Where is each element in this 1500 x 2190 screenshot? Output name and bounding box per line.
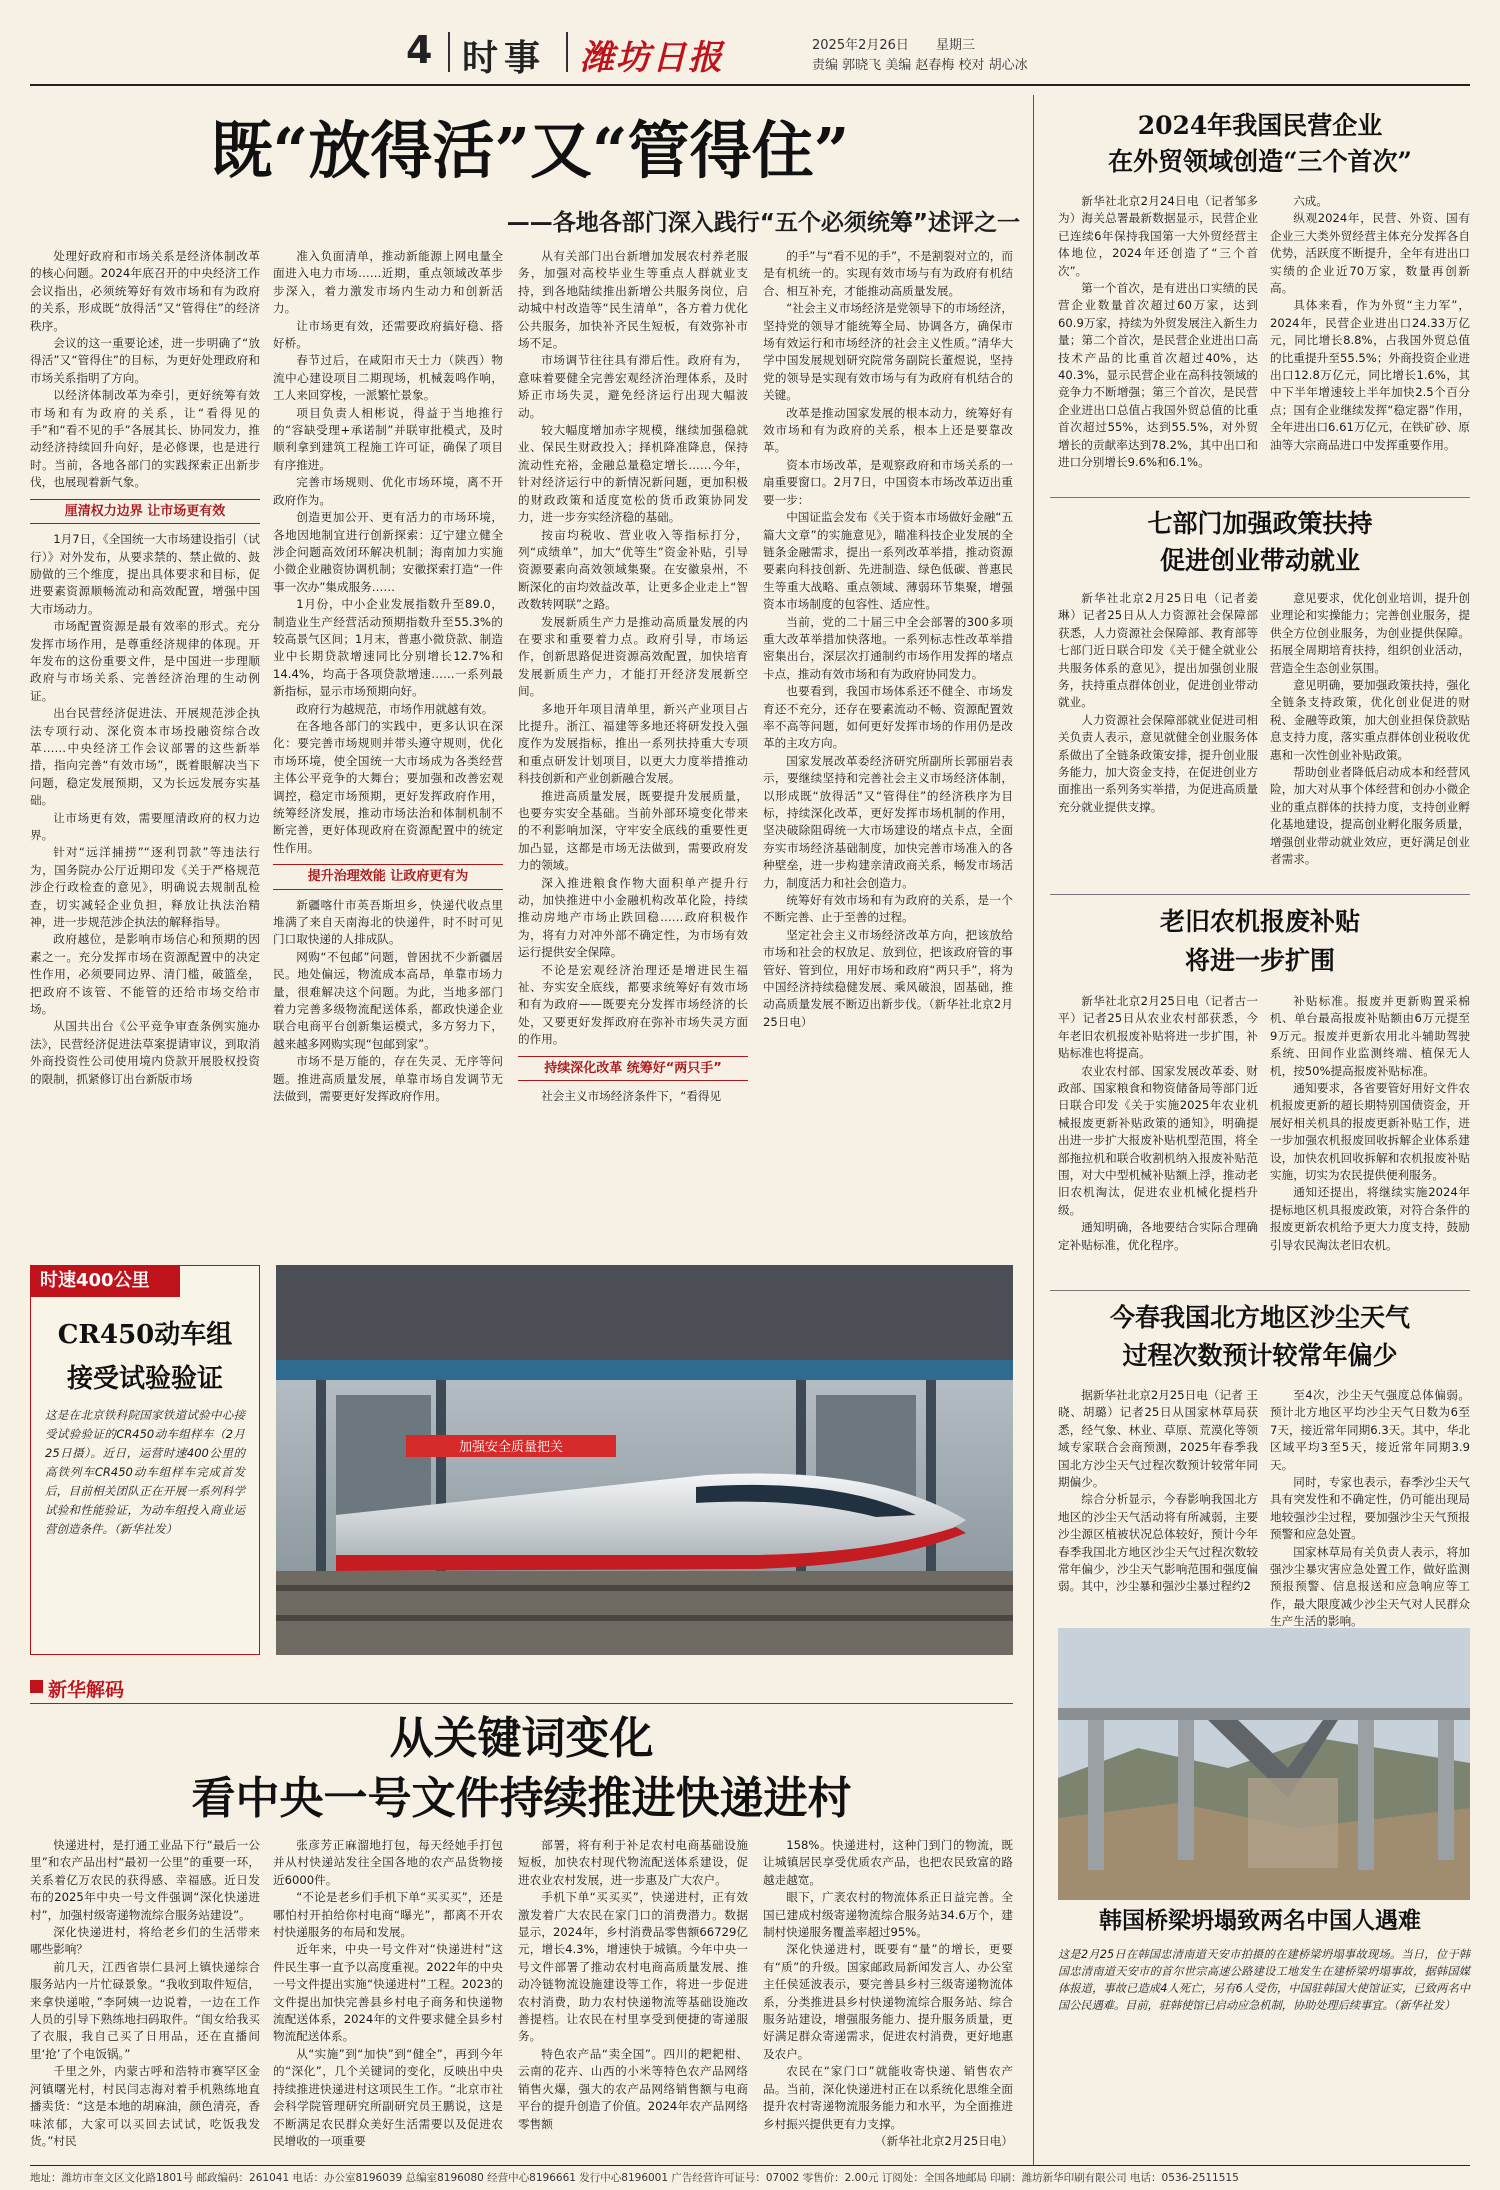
bridge-photo-caption: 这是2月25日在韩国忠清南道天安市拍摄的在建桥梁坍塌事故现场。当日，位于韩国忠清南道天安市的首尔世宗高速公路建设工地发生在建桥梁坍塌事故，据韩国媒体报道，事故已造成4人死亡，另有6人受伤，中国驻韩国大使馆证实，已致两名中国公民遇难。目前，驻韩使馆已启动应急机制，协助处理后续事宜。（新华社发） [1058,1948,1470,2012]
xinhua-headline-2: 看中央一号文件持续推进快递进村 [191,1773,852,1824]
factory-banner: 加强安全质量把关 [458,1440,564,1455]
paragraph: 眼下，广袤农村的物流体系正日益完善。全国已建成村级寄递物流综合服务站34.6万个，建制村快递服务覆盖率超过95%。 [763,1890,1013,1940]
paragraph: 处理好政府和市场关系是经济体制改革的核心问题。2024年底召开的中央经济工作会议指出，必须统筹好有效市场和有为政府的关系，形成既“放得活”又“管得住”的经济秩序。 [30,249,260,333]
paragraph: 从有关部门出台新增加发展农村养老服务，加强对高校毕业生等重点人群就业支持，到各地陆续推出新增公共服务岗位，启动城中村改造等“民生清单”，各方着力优化公共服务，加快补齐民生短板，有效弥补市场不足。 [518,249,748,351]
paragraph: 1月份，中小企业发展指数升至89.0，制造业生产经营活动预期指数升至55.3%的较高景气区间；1月末，普惠小微贷款、制造业中长期贷款增速同比分别增长12.7%和14.4%，均高于各项贷款增速……一系列最新指标，显示市场预期向好。 [273,597,503,699]
right-a1-title-1: 2024年我国民营企业 [1137,111,1383,140]
photo-badge: 时速400公里 [30,1265,180,1297]
issue-weekday: 星期三 [936,38,976,53]
paragraph: 近年来，中央一号文件对“快递进村”这件民生事一直予以高度重视。2022年的中央一号文件提出实施“快递进村”工程。2023的文件提出加快完善县乡村电子商务和快递物流配送体系，2024年的文件要求健全县乡村物流配送体系。 [273,1942,503,2044]
paragraph: 人力资源社会保障部就业促进司相关负责人表示，意见就健全创业服务体系做出了全链条政策安排，提升创业服务能力，加大资金支持，在促进创业方面推出一系列务实举措，为促进高质量充分就业提供支撑。 [1058,712,1258,814]
paragraph: 综合分析显示，今春影响我国北方地区的沙尘天气活动将有所减弱，主要沙尘源区植被状况总体较好，预计今年春季我国北方地区沙尘天气过程次数较常年偏少，沙尘天气影响范围和强度偏弱。其中，沙尘暴和强沙尘暴过程约2 [1058,1492,1258,1594]
paragraph: 张彦芳正麻溜地打包，每天经她手打包并从村快递站发往全国各地的农产品货物接近6000件。 [273,1838,503,1887]
masthead-divider [448,32,450,72]
paragraph: 改革是推动国家发展的根本动力，统筹好有效市场和有为政府的关系，根本上还是要靠改革。 [763,405,1013,455]
paragraph: 让市场更有效，需要厘清政府的权力边界。 [30,810,260,842]
right-a1-column-2 [1270,193,1470,491]
photo-title-1: CR450动车组 [57,1320,233,1350]
lead-column-3 [518,248,748,1104]
paragraph: （新华社北京2月25日电） [874,2133,1013,2148]
right-divider [1050,497,1470,498]
paragraph: 国家发展改革委经济研究所副所长郭丽岩表示，要继续坚持和完善社会主义市场经济体制，以形成既“放得活”又“管得住”的经济秩序为目标，持续深化改革，更好发挥市场机制的作用，坚决破除阻碍统一大市场建设的堵点卡点，全面夯实市场经济基础制度，加快完善市场准入的各种壁垒，进一步构建亲清政商关系，畅发市场活力，制度活力和社会创造力。 [763,753,1013,890]
xinhua-column-1 [30,1837,260,2157]
right-a2-column-1 [1058,590,1258,888]
editors-line: 责编 郭晓飞 美编 赵春梅 校对 胡心冰 [812,58,1028,73]
right-a2-column-2 [1270,590,1470,888]
paragraph: 同时，专家也表示，春季沙尘天气具有突发性和不确定性，仍可能出现局地较强沙尘过程，要加强沙尘天气预报预警和应急处置。 [1270,1475,1470,1542]
paragraph: 第一个首次，是有进出口实绩的民营企业数量首次超过60万家，达到60.9万家，持续为外贸发展注入新生力量；第二个首次，是民营企业进出口高技术产品的比重首次超过40%，达40.3%，显示民营企业在高科技领域的竞争力不断增强；第三个首次，是民营企业进出口总值占我国外贸总值的比重首次超过55%，达到55.5%，对外贸增长的贡献率达到78.2%，其中出口和进口分别增长9.6%和6.1%。 [1058,281,1258,470]
lead-column-2 [273,248,503,1104]
right-divider [1050,1290,1470,1291]
paragraph: 市场配置资源是最有效率的形式。充分发挥市场作用，是尊重经济规律的体现。开年发布的这份重要文件，是中国进一步理顺政府与市场关系、完善经济治理的生动例证。 [30,619,260,703]
paragraph: 当前，党的二十届三中全会部署的300多项重大改革举措加快落地。一系列标志性改革举措密集出台，深层次打通制约市场作用发挥的堵点卡点，推动有效市场和有为政府协同发力。 [763,614,1013,681]
paragraph: 出台民营经济促进法、开展规范涉企执法专项行动、深化资本市场投融资综合改革……中央经济工作会议部署的这些新举措，指向完善“有效市场”，既着眼解决当下问题，稳定发展预期，又为长远发展夯实基础。 [30,706,260,808]
paragraph: 帮助创业者降低启动成本和经营风险，加大对从事个体经营和创办小微企业的重点群体的扶持力度，支持创业孵化基地建设，提高创业孵化服务质量，增强创业带动就业效应，更好满足创业者需求。 [1270,765,1470,867]
paragraph: 社会主义市场经济条件下，“看得见 [541,1089,722,1104]
paragraph: 项目负责人相彬说，得益于当地推行的“容缺受理+承诺制”并联审批模式，及时顺利拿到建筑工程施工许可证，确保了项目有序推进。 [273,405,503,472]
paragraph: 从“实施”到“加快”到“健全”，再到今年的“深化”，几个关键词的变化，反映出中央持续推进快递进村这项民生工作。“北京市社会科学院管理研究所副研究员王鹏说，这是不断满足农民群众美好生活需要以及促进农民增收的一项重要 [273,2046,503,2148]
paragraph: 新疆喀什市英吾斯坦乡，快递代收点里堆满了来自天南海北的快递件，时不时可见门口取快递的人排成队。 [273,897,503,947]
xinhua-rule [30,1703,1013,1704]
photo-title-2: 接受试验验证 [66,1364,223,1394]
section-title: 时事 [462,38,547,79]
cr450-photo [276,1265,1013,1655]
paragraph: 会议的这一重要论述，进一步明确了“放得活”又“管得住”的目标，为更好处理政府和市场关系指明了方向。 [30,336,260,385]
paragraph: “不论是老乡们手机下单“买买买”，还是哪怕村开拍给你村电商“曝光”，都离不开农村快递服务的布局和发展。 [273,1890,503,1940]
paragraph: 特色农产品“卖全国”。四川的耙耙柑、云南的花卉、山西的小米等特色农产品网络销售火爆，强大的农产品网络销售额与电商平台的提升创造了价值。2024年农产品网络零售额 [518,2046,748,2131]
photo-caption-box [30,1265,260,1655]
right-a3-title-1: 老旧农机报废补贴 [1159,907,1360,936]
paragraph: 政府越位，是影响市场信心和预期的因素之一。充分发挥市场在资源配置中的决定性作用，必须要同边界、清门槛，破篮垒，把政府不该管、不能管的还给市场交给市场。 [30,932,260,1017]
paragraph: 资本市场改革，是观察政府和市场关系的一扇重要窗口。2月7日，中国资本市场改革迈出重要一步： [763,457,1013,507]
right-a3-title-2: 将进一步扩围 [1184,946,1335,975]
paragraph: 意见明确，要加强政策扶持，强化全链条支持政策，优化创业促进的财税、金融等政策，加大创业担保贷款贴息支持力度，落实重点群体创业税收优惠和一次性创业补贴政策。 [1270,678,1470,762]
paragraph: 也要看到，我国市场体系还不健全、市场发育还不充分，还存在要素流动不畅、资源配置效率不高等问题，如何更好发挥市场的作用仍是改革的主攻方向。 [763,684,1013,751]
paragraph: 按亩均税收、营业收入等指标打分，列“成绩单”，加大“优等生”资金补贴，引导资源要素向高效领域集聚。在安徽泉州，不断深化的亩均效益改革，让更多企业走上“智改数转网联”之路。 [518,527,748,612]
masthead [0,0,1500,80]
paragraph: 1月7日，《全国统一大市场建设指引（试行）》对外发布，从要求禁的、禁止做的、鼓励做的三个维度，提出具体要求和目标，促进要素资源顺畅流动和高效配置，增强中国大市场动力。 [30,532,260,616]
paragraph: 从国共出台《公平竞争审查条例实施办法》，民营经济促进法草案提请审议，到取消外商投资性公司使用境内贷款开展股权投资的限制，抓紧修订出台新版市场 [30,1019,260,1086]
paragraph: 发展新质生产力是推动高质量发展的内在要求和重要着力点。政府引导，市场运作，创新思路促进资源高效配置，加快培育发展新质生产力，才能打开经济发展新空间。 [518,614,748,699]
paragraph: 前几天，江西省崇仁县河上镇快递综合服务站内一片忙碌景象。“我收到取件短信，来拿快递啦，”李阿姨一边说着，一边在工作人员的引导下熟练地扫码取件。“闺女给我买了衣服，我自己买了日用品，还在直播间里‘抢’了个电饭锅。” [30,1959,260,2061]
lead-column-1 [30,248,260,1263]
paragraph: 至4次，沙尘天气强度总体偏弱。预计北方地区平均沙尘天气日数为6至7天，接近常年同期6.3天。其中，华北区域平均3至5天，接近常年同期3.9天。 [1270,1388,1470,1472]
paragraph: 统筹好有效市场和有为政府的关系，是一个不断完善、止于至善的过程。 [763,893,1013,925]
paragraph: 的手”与“看不见的手”，不是割裂对立的，而是有机统一的。实现有效市场与有为政府有机结合、相互补充，才能推动高质量发展。 [763,249,1013,298]
paragraph: 手机下单“买买买”，快递进村，正有效激发着广大农民在家门口的消费潜力。数据显示，2024年，乡村消费品零售额66729亿元，增长4.3%，增速快于城镇。今年中央一号文件部署了推动农村电商高质量发展、推动冷链物流设施建设等工作，将进一步促进农村消费，助力农村快递物流等基础设施改善提档。让农民在村里享受到便捷的寄递服务。 [518,1890,748,2044]
right-a2-title-1: 七部门加强政策扶持 [1147,509,1373,538]
paragraph: 新华社北京2月25日电（记者姜琳）记者25日从人力资源社会保障部获悉，人力资源社会保障部、教育部等七部门近日联合印发《关于健全就业公共服务体系的意见》，提出加强创业服务，扶持重点群体创业，促进创业带动就业。 [1058,591,1258,710]
paragraph: 农业农村部、国家发展改革委、财政部、国家粮食和物资储备局等部门近日联合印发《关于实施2025年农业机械报废更新补贴政策的通知》，明确提出进一步扩大报废补贴机型范围，将全部拖拉机和联合收割机纳入报废补贴范围，对大中型机械补贴额上浮，推动老旧农机淘汰，促进农业机械化提档升级。 [1058,1063,1258,1217]
train-illustration [276,1265,1013,1655]
paragraph: 通知还提出，将继续实施2024年提标地区机具报废政策，对符合条件的报废更新农机给予更大力度支持，鼓励引导农民淘汰老旧农机。 [1270,1185,1470,1252]
paragraph: 158%。快递进村，这种门到门的物流，既让城镇居民享受优质农产品，也把农民致富的路越走越宽。 [763,1838,1013,1887]
paragraph: 通知要求，各省要管好用好文件农机报废更新的超长期特别国债资金，开展好相关机具的报废更新补贴工作，进一步加强农机报废回收拆解企业体系建设，加快农机回收拆解和农机报废补贴实施，切实为农民提供便利服务。 [1270,1081,1470,1183]
paragraph: 不论是宏观经济治理还是增进民生福祉、夯实安全底线，都要求统筹好有效市场和有为政府——既要充分发挥市场经济的长处，又要更好发挥政府在弥补市场失灵方面的作用。 [518,962,748,1047]
right-a3-column-2 [1270,993,1470,1283]
xinhua-tag-label: 新华解码 [48,1679,125,1701]
right-a4-title-1: 今春我国北方地区沙尘天气 [1109,1303,1410,1332]
paragraph: 具体来看，作为外贸“主力军”，2024年，民营企业进出口24.33万亿元，同比增长8.8%，占我国外贸总值的比重提升至55.5%；外商投资企业进出口12.8万亿元，同比增长1.6%，其中下半年增速较上半年加快2.5个百分点；国有企业继续发挥“稳定器”作用，全年进出口6.61万亿元，在铁矿砂、原油等大宗商品进口中发挥重要作用。 [1270,298,1470,452]
lead-subhead-1: 厘清权力边界 让市场更有效 [30,499,260,524]
paragraph: 部署，将有利于补足农村电商基础设施短板，加快农村现代物流配送体系建设，促进农业农村发展，进一步惠及广大农户。 [518,1838,748,1887]
masthead-divider-2 [566,32,568,72]
paragraph: 较大幅度增加赤字规模，继续加强稳就业、保民生财政投入；择机降准降息，保持流动性充裕，金融总量稳定增长……今年，针对经济运行中的新情况新问题，更加积极的财政政策和适度宽松的货币政策协同发力，进一步夯实经济稳的基础。 [518,423,748,525]
square-icon [30,1680,43,1693]
paragraph: 坚定社会主义市场经济改革方向，把该放给市场和社会的权放足、放到位，把该政府管的事管好、管到位，用好市场和政府“两只手”，将为中国经济持续稳健发展、乘风破浪，固基础，推动高质量发展不断迈出新步伐。（新华社北京2月25日电） [763,927,1013,1029]
paragraph: 完善市场规则、优化市场环境，离不开政府作为。 [273,475,503,507]
paragraph: 网购“不包邮”问题，曾困扰不少新疆居民。地处偏远，物流成本高昂，单靠市场力量，很难解决这个问题。为此，当地多部门着力完善多级物流配送体系，都政快递企业联合电商平台创新集运模式，多方努力下，越来越多网购实现“包邮到家”。 [273,949,503,1051]
paragraph: 新华社北京2月25日电（记者古一平）记者25日从农业农村部获悉，今年老旧农机报废补贴将进一步扩围，补贴标准也将提高。 [1058,994,1258,1061]
right-a3-column-1 [1058,993,1258,1283]
lead-subheadline: ——各地各部门深入践行“五个必须统筹”述评之一 [506,210,1020,236]
bridge-photo [1058,1628,1470,1900]
xinhua-column-4 [763,1837,1013,2157]
lead-headline: 既“放得活”又“管得住” [210,114,850,187]
paragraph: 快递进村，是打通工业品下行“最后一公里”和农产品出村“最初一公里”的重要一环，关系着亿万农民的获得感、幸福感。近日发布的2025年中央一号文件强调“深化快递进村”，加强村级寄递物流综合服务站建设”。 [30,1838,260,1922]
paragraph: “社会主义市场经济是党领导下的市场经济，坚持党的领导才能统筹全局、协调各方，确保市场有效运行和市场经济的社会主义性质。”清华大学中国发展规划研究院常务副院长董煜说，坚持党的领导是实现有效市场与有为政府有机结合的关键。 [763,301,1013,403]
paragraph: 补贴标准。报废并更新购置采棉机、单台最高报废补贴额由6万元提至9万元。报废并更新农用北斗辅助驾驶系统、田间作业监测终端、植保无人机，按50%提高报废补贴标准。 [1270,994,1470,1078]
xinhua-headline-1: 从关键词变化 [389,1713,654,1764]
masthead-rule [30,84,1470,86]
xinhua-column-3 [518,1837,748,2157]
paragraph: 春节过后，在咸阳市天士力（陕西）物流中心建设项目二期现场，机械轰鸣作响，工人来回穿梭，一派繁忙景象。 [273,353,503,403]
paragraph: 千里之外，内蒙古呼和浩特市赛罕区金河镇曙光村，村民闫志海对着手机熟练地直播卖货：“这是本地的胡麻油，颜色清亮，香味浓郁，大家可以买回去试试，吃饭我发货。”村民 [30,2064,260,2148]
paragraph: 让市场更有效，还需要政府搞好稳、搭好桥。 [273,318,503,351]
footer-info: 地址：潍坊市奎文区文化路1801号 邮政编码：261041 电话：办公室8196039 总编室8196080 经营中心8196661 发行中心8196001 广告经营许可证号：07002 零售价：2.00元 订阅处：全国各地邮局 印刷：潍坊新华印刷有限公司 电话：0536-2511515 [30,2172,1239,2184]
paragraph: 据新华社北京2月25日电（记者 王晓、胡璐）记者25日从国家林草局获悉，经气象、林业、草原、荒漠化等领域专家联合会商预测，2025年春季我国北方沙尘天气过程次数预计较常年同期偏少。 [1058,1388,1258,1490]
paragraph: 市场调节往往具有滞后性。政府有为，意味着要健全完善宏观经济治理体系，及时矫正市场失灵，避免经济运行出现大幅波动。 [518,353,748,420]
newspaper-logo: 潍坊日报 [580,38,724,78]
paragraph: 意见要求，优化创业培训，提升创业理论和实操能力；完善创业服务，提供全方位创业服务，为创业提供保障。拓展全周期培育扶持，组织创业活动，营造全生态创业氛围。 [1270,591,1470,675]
paragraph: 以经济体制改革为牵引，更好统筹有效市场和有为政府的关系，让“看得见的手”和“看不见的手”各展其长、协同发力，推动经济持续回升向好，是必修课，也是进行时。当前，各地各部门的实践探索正出新步伐，也展现着新气象。 [30,388,260,490]
paragraph: 新华社北京2月24日电（记者邹多为）海关总署最新数据显示，民营企业已连续6年保持我国第一大外贸经营主体地位，2024年还创造了“三个首次”。 [1058,194,1258,278]
paragraph: 多地开年项目清单里，新兴产业项目占比提升。浙江、福建等多地还将研发投入强度作为发展指标，推出一系列扶持重大专项和重点研发计划项目，以更大力度举措推动科技创新和产业创新融合发展。 [518,701,748,786]
paragraph: 纵观2024年，民营、外资、国有企业三大类外贸经营主体充分发挥各自优势，活跃度不断提升，全年有进出口实绩的企业近70万家，数量再创新高。 [1270,211,1470,296]
paragraph: 在各地各部门的实践中，更多认识在深化：要完善市场规则并带头遵守规则，优化市场环境，使全国统一大市场成为各类经营主体公平竞争的大舞台；要加强和改善宏观调控，稳定市场预期，更好发挥政府作用，统筹经济发展，推动市场法治和体制机制不断完善，更好体现政府在资源配置中的统定性作用。 [273,718,503,855]
issue-date: 2025年2月26日 [812,38,909,53]
xinhua-tag [30,1675,190,1699]
right-a5-title: 韩国桥梁坍塌致两名中国人遇难 [1099,1907,1421,1934]
bridge-illustration [1058,1628,1470,1900]
right-a1-title-2: 在外贸领域创造“三个首次” [1108,147,1412,176]
column-separator [1033,95,1034,2165]
paragraph: 创造更加公开、更有活力的市场环境，各地因地制宜进行创新探索：辽宁建立健全涉企问题高效闭环解决机制；海南加力实施小微企业融资协调机制；安徽探索打造“一件事一次办”集成服务…… [273,510,503,594]
paragraph: 市场不是万能的，存在失灵、无序等问题。推进高质量发展，单靠市场自发调节无法做到，需要更好发挥政府作用。 [273,1054,503,1104]
lead-column-4 [763,248,1013,1056]
paragraph: 六成。 [1293,194,1328,208]
right-a4-column-1 [1058,1387,1258,1622]
page-number: 4 [406,28,433,72]
paragraph: 深化快递进村，既要有“量”的增长，更要有“质”的升级。国家邮政局新闻发言人、办公室主任侯延波表示，要完善县乡村三级寄递物流体系，分类推进县乡村快递物流综合服务站、综合服务站建设，增强服务能力、提升服务质量，更好满足群众寄递需求，促进农村消费，更好地惠及农户。 [763,1942,1013,2061]
footer-rule [30,2165,1470,2166]
lead-subhead-3: 持续深化改革 统筹好“两只手” [518,1056,748,1081]
paragraph: 中国证监会发布《关于资本市场做好金融“五篇大文章”的实施意见》，瞄准科技企业发展的全链条金融需求，提出一系列改革举措，推动资源要素向科技创新、先进制造、绿色低碳、普惠民生等重大战略、重点领域、薄弱环节集聚，增强资本市场制度的包容性、适应性。 [763,510,1013,612]
lead-subhead-2: 提升治理效能 让政府更有为 [273,864,503,889]
right-a4-column-2 [1270,1387,1470,1629]
paragraph: 国家林草局有关负责人表示，将加强沙尘暴灾害应急处置工作，做好监测预报预警、信息报送和应急响应等工作，最大限度减少沙尘天气对人民群众生产生活的影响。 [1270,1544,1470,1629]
paragraph: 深入推进粮食作物大面积单产提升行动，加快推进中小金融机构改革化险，持续推动房地产市场止跌回稳……政府积极作为，将有力对冲外部不确定性，为市场有效运行提供安全保障。 [518,875,748,960]
right-a1-column-1 [1058,193,1258,491]
paragraph: 政府行为越规范，市场作用就越有效。 [296,701,494,716]
paragraph: 深化快递进村，将给老乡们的生活带来哪些影响？ [30,1925,260,1957]
paragraph: 农民在“家门口”就能收寄快递、销售农产品。当前，深化快递进村正在以系统化思维全面提升农村寄递物流服务能力和水平，为全面推进乡村振兴提供更有力支撑。 [763,2064,1013,2131]
paragraph: 推进高质量发展，既要提升发展质量，也要夯实安全基础。当前外部环境变化带来的不利影响加深，守牢安全底线的重要性更加凸显，这都是市场无法做到，需要政府发力的领域。 [518,788,748,873]
paragraph: 针对“远洋捕捞”“逐利罚款”等违法行为，国务院办公厅近期印发《关于严格规范涉企行政检查的意见》，明确说去规制乱检查，切实减轻企业负担，释放让执法治精神，进一步规范涉企执法的解释指导。 [30,845,260,930]
paragraph: 准入负面清单，推动新能源上网电量全面进入电力市场……近期，重点领域改革步步深入，着力激发市场内生动力和创新活力。 [273,249,503,316]
photo-caption: 这是在北京铁科院国家铁道试验中心接受试验验证的CR450动车组样车（2月25日摄）。近日，运营时速400公里的高铁列车CR450动车组样车完成首发后，目前相关团队正在开展一系列科学试验和性能验证，为动车组投入商业运营创造条件。（新华社发） [45,1408,245,1536]
paragraph: 通知明确，各地要结合实际合理确定补贴标准，优化程序。 [1058,1220,1258,1252]
right-divider [1050,894,1470,895]
right-a4-title-2: 过程次数预计较常年偏少 [1122,1341,1398,1370]
right-a2-title-2: 促进创业带动就业 [1159,546,1360,575]
xinhua-column-2 [273,1837,503,2157]
